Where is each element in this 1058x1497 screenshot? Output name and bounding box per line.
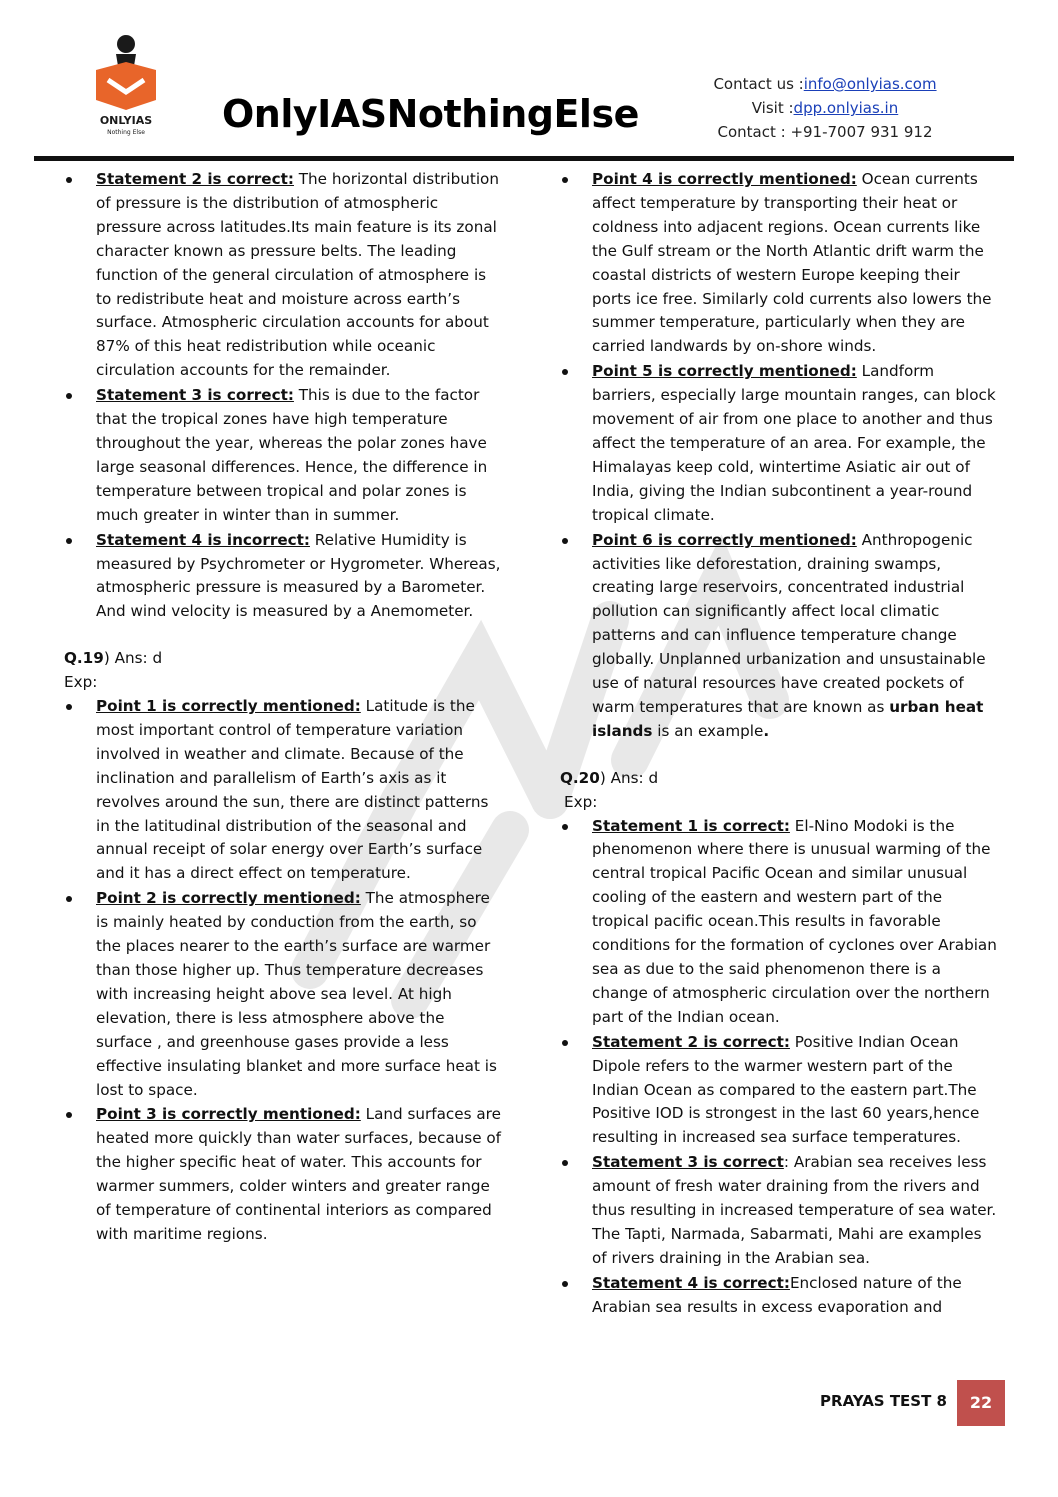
brand-title: OnlyIASNothingElse (222, 92, 639, 136)
header-divider (34, 156, 1014, 161)
right-column (560, 168, 1000, 1321)
onlyias-logo (86, 28, 166, 138)
list-item: Point 2 is correctly mentioned: The atmosphere is mainly heated by conduction from the earth, so the places nearer to the earth’s surface are warmer than those higher up. Thus temperature decreases with increasing height above sea level. At high elevation, there is less atmosphere above the surface , and greenhouse gases provide a less effective insulating blanket and more surface heat is lost to space. (64, 887, 504, 1102)
svg-text:Nothing Else: Nothing Else (107, 129, 145, 136)
page-header (0, 0, 1058, 165)
test-name-footer: PRAYAS TEST 8 (820, 1392, 947, 1410)
svg-text:ONLYIAS: ONLYIAS (99, 114, 153, 127)
explanation-label: Exp: (64, 673, 98, 692)
website-link[interactable]: dpp.onlyias.in (793, 99, 899, 117)
left-column (64, 168, 504, 1248)
list-item: Statement 3 is correct: This is due to the factor that the tropical zones have high temperature throughout the year, whereas the polar zones have large seasonal differences. Hence, the difference in temperature between tropical and polar zones is much greater in winter than in summer. (64, 384, 504, 527)
list-item: Statement 4 is correct:Enclosed nature of the Arabian sea results in excess evaporation and (560, 1272, 1000, 1320)
q18-explanation-list (64, 168, 504, 624)
visit-line: Visit :dpp.onlyias.in (751, 99, 899, 117)
list-item: Statement 2 is correct: The horizontal distribution of pressure is the distribution of atmospheric pressure across latitudes.Its main feature is its zonal character known as pressure belts. The leading function of the general circulation of atmosphere is to redistribute heat and moisture across earth’s surface. Atmospheric circulation accounts for about 87% of this heat redistribution while oceanic circulation accounts for the remainder. (64, 168, 504, 383)
contact-block (675, 72, 975, 144)
phone-line: Contact : +91-7007 931 912 (717, 123, 933, 141)
list-item: Statement 1 is correct: El-Nino Modoki is the phenomenon where there is unusual warming of the central tropical Pacific Ocean and similar unusual cooling of the eastern and western part of the tropical pacific ocean.This results in favorable conditions for the formation of cyclones over Arabian sea as due to the said phenomenon there is a change of atmospheric circulation over the northern part of the Indian ocean. (560, 815, 1000, 1030)
q19-explanation-list (64, 695, 504, 1247)
explanation-label: Exp: (564, 792, 598, 811)
list-item: Point 1 is correctly mentioned: Latitude is the most important control of temperature variation involved in weather and climate. Because of the inclination and parallelism of Earth’s axis as it revolves around the sun, there are distinct patterns in the latitudinal distribution of the seasonal and annual receipt of solar energy over Earth’s surface and it has a direct effect on temperature. (64, 695, 504, 886)
email-link[interactable]: info@onlyias.com (803, 75, 937, 93)
contact-email-line: Contact us :info@onlyias.com (713, 75, 937, 93)
list-item: Statement 3 is correct: Arabian sea receives less amount of fresh water draining from the rivers and thus resulting in increased temperature of sea water. The Tapti, Narmada, Sabarmati, Mahi are examples of rivers draining in the Arabian sea. (560, 1151, 1000, 1271)
list-item: Point 6 is correctly mentioned: Anthropogenic activities like deforestation, draining swamps, creating large reservoirs, concentrated industrial pollution can significantly affect local climatic patterns and can influence temperature change globally. Unplanned urbanization and unsustainable use of natural resources have created pockets of warm temperatures that are known as urban heat islands is an example. (560, 529, 1000, 744)
urban-heat-islands-term: urban heat islands (592, 697, 984, 740)
question-19-heading: Q.19) Ans: d (64, 649, 163, 668)
list-item: Statement 4 is incorrect: Relative Humidity is measured by Psychrometer or Hygrometer. Whereas, atmospheric pressure is measured by a Barometer. And wind velocity is measured by a Anemometer. (64, 529, 504, 625)
question-20-heading: Q.20) Ans: d (560, 768, 659, 787)
page-number-badge: 22 (957, 1380, 1005, 1426)
q20-explanation-list (560, 815, 1000, 1320)
list-item: Point 3 is correctly mentioned: Land surfaces are heated more quickly than water surfaces, because of the higher specific heat of water. This accounts for warmer summers, colder winters and greater range of temperature of continental interiors as compared with maritime regions. (64, 1103, 504, 1246)
list-item: Point 4 is correctly mentioned: Ocean currents affect temperature by transporting their heat or coldness into adjacent regions. Ocean currents like the Gulf stream or the North Atlantic drift warm the coastal districts of western Europe keeping their ports ice free. Similarly cold currents also lowers the summer temperature, particularly when they are carried landwards by on-shore winds. (560, 168, 1000, 359)
list-item: Statement 2 is correct: Positive Indian Ocean Dipole refers to the warmer western part of the Indian Ocean as compared to the eastern part.The Positive IOD is strongest in the last 60 years,hence resulting in increased sea surface temperatures. (560, 1031, 1000, 1151)
q19-explanation-list-continued (560, 168, 1000, 744)
list-item: Point 5 is correctly mentioned: Landform barriers, especially large mountain ranges, can block movement of air from one place to another and thus affect the temperature of an area. For example, the Himalayas keep cold, wintertime Asiatic air out of India, giving the Indian subcontinent a year-round tropical climate. (560, 360, 1000, 527)
